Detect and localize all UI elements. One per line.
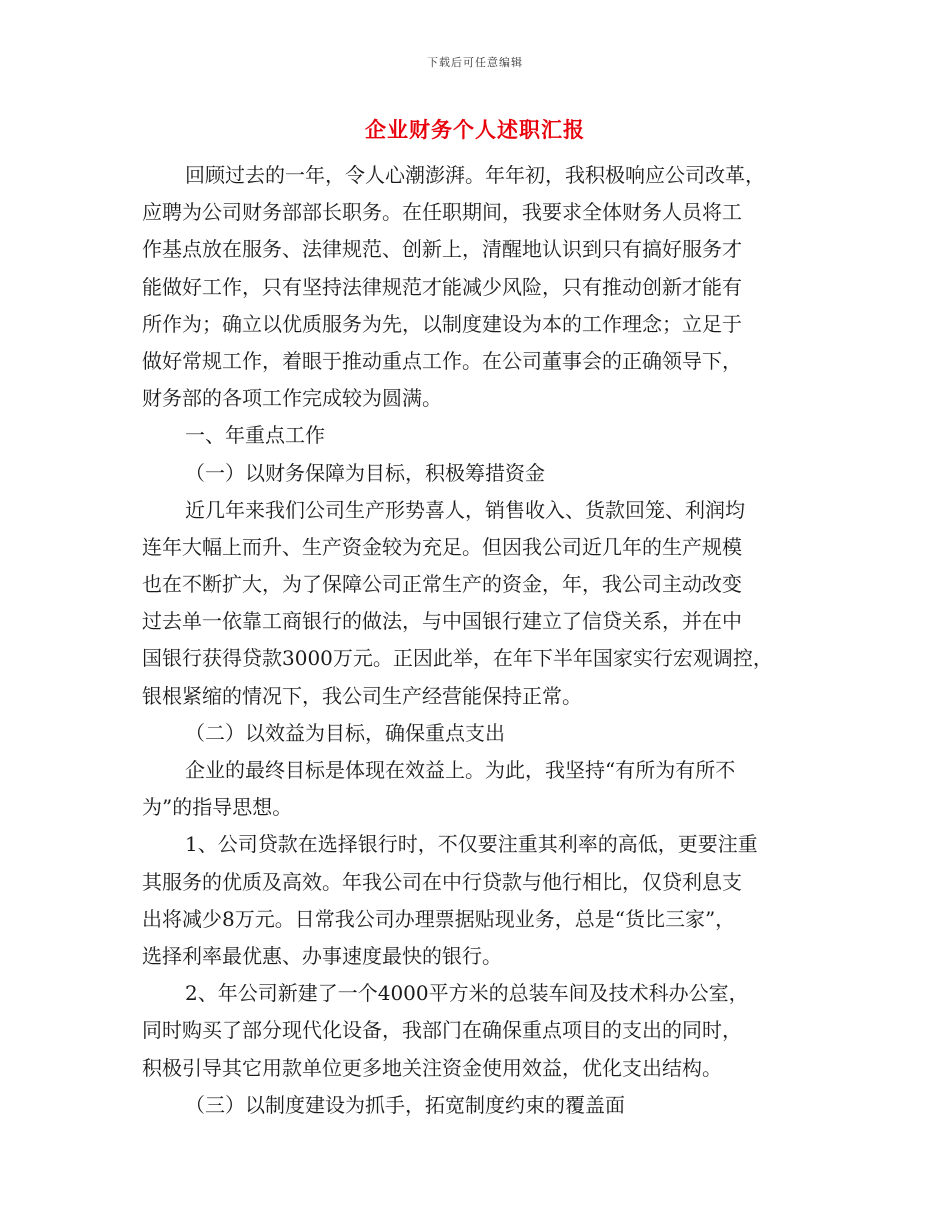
- paragraph-line: 所作为；确立以优质服务为先，以制度建设为本的工作理念；立足于: [142, 311, 742, 336]
- paragraph-line: 能做好工作，只有坚持法律规范才能减少风险，只有推动创新才能有: [142, 274, 742, 299]
- paragraph-line: 近几年来我们公司生产形势喜人，销售收入、货款回笼、利润均: [185, 497, 745, 522]
- paragraph-line: 为”的指导思想。: [142, 795, 293, 820]
- paragraph-line: 积极引导其它用款单位更多地关注资金使用效益，优化支出结构。: [142, 1055, 722, 1080]
- paragraph-line: （三）以制度建设为抓手，拓宽制度约束的覆盖面: [185, 1092, 625, 1117]
- paragraph-line: 其服务的优质及高效。年我公司在中行贷款与他行相比，仅贷利息支: [142, 869, 742, 894]
- document-title: 企业财务个人述职汇报: [365, 117, 585, 142]
- paragraph-line: 也在不断扩大，为了保障公司正常生产的资金，年，我公司主动改变: [142, 572, 742, 597]
- paragraph-line: 同时购买了部分现代化设备，我部门在确保重点项目的支出的同时，: [142, 1018, 742, 1043]
- paragraph-line: 国银行获得贷款3000万元。正因此举，在年下半年国家实行宏观调控，: [142, 646, 773, 671]
- paragraph-line: 连年大幅上而升、生产资金较为充足。但因我公司近几年的生产规模: [142, 534, 742, 559]
- document-body: [142, 157, 812, 1124]
- paragraph-line: 出将减少8万元。日常我公司办理票据贴现业务，总是“货比三家”，: [142, 906, 736, 931]
- paragraph-line: 2、年公司新建了一个4000平方米的总装车间及技术科办公室，: [185, 981, 749, 1006]
- paragraph-line: 作基点放在服务、法律规范、创新上，清醒地认识到只有搞好服务才: [142, 237, 742, 262]
- page-header: 下载后可任意编辑: [427, 56, 523, 69]
- paragraph-line: （一）以财务保障为目标，积极筹措资金: [185, 460, 545, 485]
- paragraph-line: 做好常规工作，着眼于推动重点工作。在公司董事会的正确领导下，: [142, 348, 742, 373]
- paragraph-line: 回顾过去的一年，令人心潮澎湃。年年初，我积极响应公司改革，: [185, 163, 765, 187]
- paragraph-line: 银根紧缩的情况下，我公司生产经营能保持正常。: [142, 683, 582, 708]
- paragraph-line: 选择利率最优惠、办事速度最快的银行。: [142, 943, 502, 968]
- paragraph-line: 一、年重点工作: [185, 423, 325, 448]
- paragraph-line: 财务部的各项工作完成较为圆满。: [142, 386, 442, 411]
- paragraph-line: 企业的最终目标是体现在效益上。为此，我坚持“有所为有所不: [185, 758, 736, 782]
- paragraph-line: 1、公司贷款在选择银行时，不仅要注重其利率的高低，更要注重: [185, 832, 758, 857]
- paragraph-line: 应聘为公司财务部部长职务。在任职期间，我要求全体财务人员将工: [142, 200, 742, 225]
- paragraph-line: （二）以效益为目标，确保重点支出: [185, 720, 505, 745]
- paragraph-line: 过去单一依靠工商银行的做法，与中国银行建立了信贷关系，并在中: [142, 609, 742, 634]
